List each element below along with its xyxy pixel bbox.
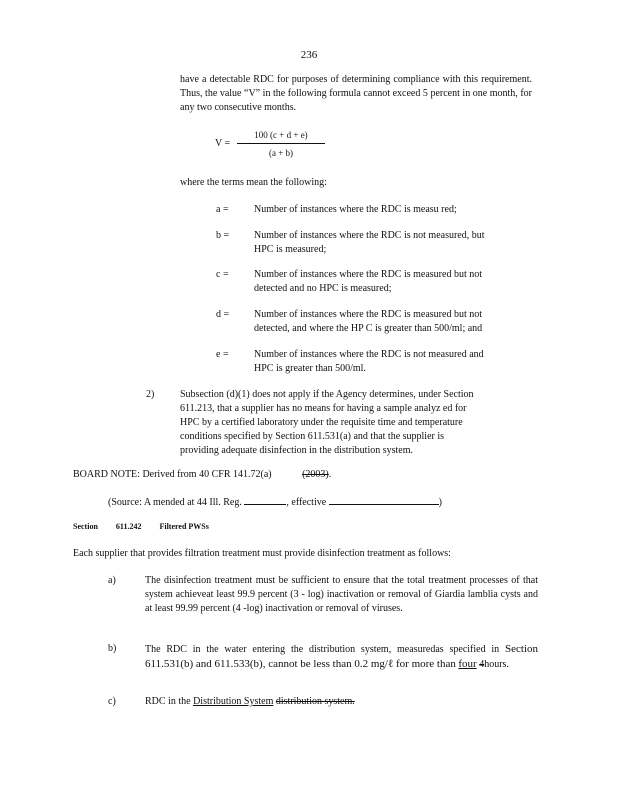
term-key: a =	[216, 204, 229, 215]
inserted-text: Section 611.531(b) and 611.533(b), cannot be less than 0.2 mg/ℓ for more than	[145, 643, 539, 670]
subsection-text	[145, 695, 538, 709]
struck-text: 4	[479, 659, 485, 670]
section-intro: Each supplier that provides filtration treatment must provide disinfection treatment as follows:	[73, 548, 451, 559]
formula-numerator: 100 (c + d + e)	[254, 130, 308, 140]
section-title: Filtered PWSs	[159, 522, 209, 531]
subsection-line: The RDC in the water entering the distribution system, measuredas specified in	[145, 644, 500, 655]
source-note	[108, 494, 442, 510]
inserted-text: Distribution System	[193, 696, 274, 707]
blank-line	[244, 494, 286, 505]
subsection-text	[145, 642, 538, 672]
source-close: )	[438, 497, 443, 508]
section-heading	[73, 520, 225, 534]
term-key: c =	[216, 269, 229, 280]
intro-paragraph: have a detectable RDC for purposes of determining compliance with this requirement. Thus, the value “V” in the following formula cannot exceed 5 percent in one month, for any two consecutive months.	[180, 74, 532, 113]
term-description: Number of instances where the RDC is measured but not detected and no HPC is measured;	[254, 269, 483, 294]
term-key: e =	[216, 349, 229, 360]
section-word: Section	[73, 522, 98, 531]
formula-lhs: V =	[215, 138, 231, 149]
item-number: 2)	[146, 389, 155, 400]
formula	[215, 128, 355, 164]
source-effective: , effective	[286, 497, 327, 508]
struck-text: distribution system.	[275, 696, 355, 707]
board-note-text: BOARD NOTE: Derived from 40 CFR 141.72(a)	[73, 469, 272, 480]
subsection-letter: c)	[108, 696, 116, 707]
source-prefix: (Source: A mended at 44 Ill. Reg.	[108, 497, 242, 508]
term-description: Number of instances where the RDC is not measured, but HPC is measured;	[254, 230, 485, 255]
board-note-end: .	[328, 469, 332, 480]
term-key: d =	[216, 309, 230, 320]
page-number: 236	[300, 49, 318, 61]
section-number: 611.242	[115, 522, 142, 531]
subsection-prefix: RDC in the	[145, 696, 191, 707]
term-description: Number of instances where the RDC is measu red;	[254, 204, 457, 215]
subsection-letter: b)	[108, 643, 117, 654]
item-text: Subsection (d)(1) does not apply if the Agency determines, under Section 611.213, that a supplier has no means for having a sample analyz ed for HPC by a certified laboratory under the requisite time and temperature conditions specified by Section 611.531(a) and that the supplier is providing adequate disinfection in the distribution system.	[180, 389, 474, 456]
fraction-bar	[237, 143, 325, 144]
subsection-letter: a)	[108, 575, 116, 586]
board-note	[73, 468, 331, 482]
inserted-word: four	[458, 658, 477, 670]
term-key: b =	[216, 230, 230, 241]
term-description: Number of instances where the RDC is not measured and HPC is greater than 500/ml.	[254, 349, 484, 374]
subsection-tail: hours.	[484, 659, 509, 670]
blank-line	[329, 494, 439, 505]
formula-denominator: (a + b)	[268, 148, 294, 158]
terms-intro: where the terms mean the following:	[180, 177, 327, 188]
subsection-text: The disinfection treatment must be sufficient to ensure that the total treatment processes of that system achieveat least 99.9 percent (3 - log) inactivation or removal of Giardia lamblia cysts and at least 99.99 percent (4 -log) inactivation or removal of viruses.	[145, 575, 538, 614]
struck-text: (2003)	[302, 469, 329, 480]
term-description: Number of instances where the RDC is measured but not detected, and where the HP C is greater than 500/ml; and	[254, 309, 483, 334]
